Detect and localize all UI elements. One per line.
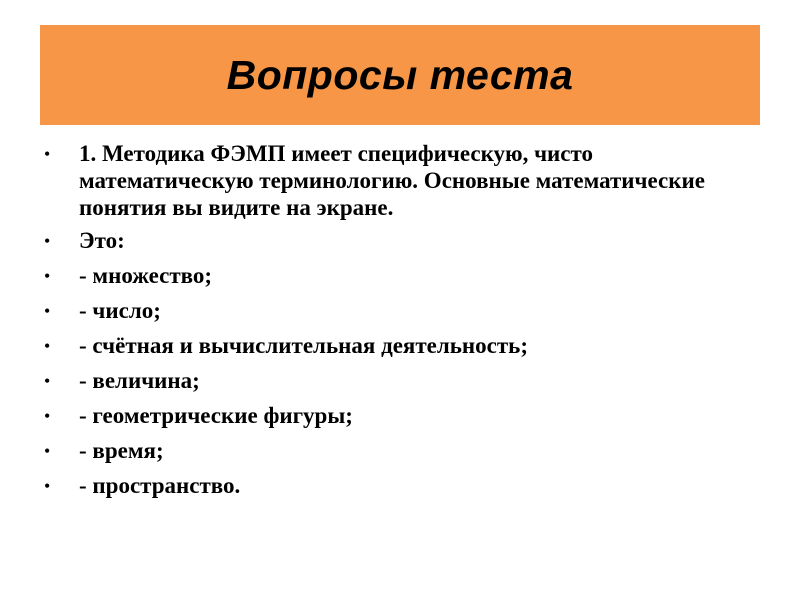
- bullet-text: Это:: [79, 228, 125, 253]
- bullet-item-prostranstvo: [44, 472, 744, 501]
- bullet-item-vremya: [44, 437, 744, 466]
- bullet-icon: •: [44, 231, 51, 251]
- bullet-text: 1. Методика ФЭМП имеет специфическую, чисто математическую терминологию. Основные математические понятия вы видите на экране.: [79, 141, 705, 220]
- bullet-icon: •: [44, 406, 51, 426]
- bullet-text: - число;: [79, 298, 161, 323]
- slide-title: Вопросы теста: [226, 51, 574, 98]
- bullet-icon: •: [44, 336, 51, 356]
- bullet-item-chislo: [44, 297, 744, 326]
- bullet-text: - время;: [79, 438, 164, 463]
- title-banner: [40, 25, 760, 125]
- bullet-item-intro: [44, 140, 744, 221]
- bullet-icon: •: [44, 371, 51, 391]
- bullet-icon: •: [44, 476, 51, 496]
- bullet-item-velichina: [44, 367, 744, 396]
- bullet-icon: •: [44, 441, 51, 461]
- bullet-icon: •: [44, 301, 51, 321]
- bullet-text: - геометрические фигуры;: [79, 403, 353, 428]
- bullet-item-figury: [44, 402, 744, 431]
- bullet-text: - величина;: [79, 368, 200, 393]
- bullet-list: [44, 140, 744, 507]
- bullet-icon: •: [44, 266, 51, 286]
- bullet-item-eto: [44, 227, 744, 256]
- bullet-item-mnozhestvo: [44, 262, 744, 291]
- bullet-text: - множество;: [79, 263, 213, 288]
- bullet-text: - счётная и вычислительная деятельность;: [79, 333, 529, 358]
- bullet-icon: •: [44, 144, 51, 164]
- bullet-text: - пространство.: [79, 473, 241, 498]
- bullet-item-schetnaya: [44, 332, 744, 361]
